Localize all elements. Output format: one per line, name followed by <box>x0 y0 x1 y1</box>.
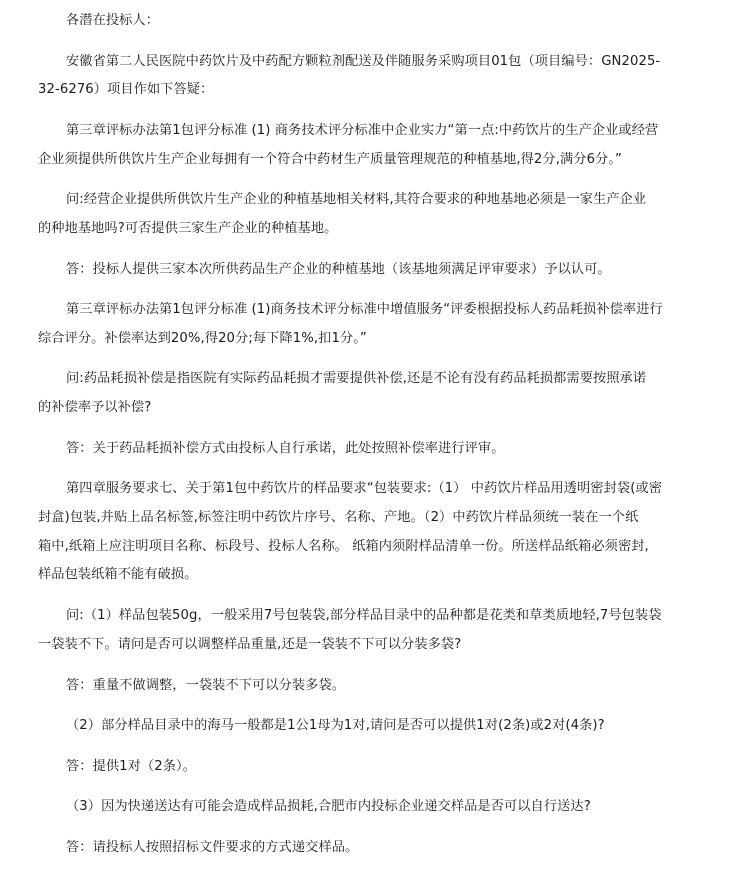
question-1-line-2: 的种地基地吗?可否提供三家生产企业的种植基地。 <box>38 221 338 236</box>
clause-3-line-1: 第四章服务要求七、关于第1包中药饮片的样品要求“包装要求:（1） 中药饮片样品用透明密封袋(或密 <box>66 481 663 496</box>
question-2-line-2: 的补偿率予以补偿? <box>38 400 152 415</box>
question-2-line-1: 问:药品耗损补偿是指医院有实际药品耗损才需要提供补偿,还是不论有没有药品耗损都需要按照承诺 <box>66 371 647 386</box>
clause-2-line-2: 综合评分。补偿率达到20%,得20分;每下降1%,扣1分。” <box>38 331 367 346</box>
clause-3-line-3: 箱中,纸箱上应注明项目名称、标段号、投标人名称。 纸箱内须附样品清单一份。所送样品纸箱必须密封, <box>38 539 649 554</box>
salutation: 各潜在投标人： <box>66 13 160 28</box>
answer-2: 答：关于药品耗损补偿方式由投标人自行承诺，此处按照补偿率进行评审。 <box>66 441 505 456</box>
clause-1-line-2: 企业须提供所供饮片生产企业每拥有一个符合中药材生产质量管理规范的种植基地,得2分,满分6分。” <box>38 152 622 167</box>
question-4: （2）部分样品目录中的海马一般都是1公1母为1对,请问是否可以提供1对(2条)或2对(4条)? <box>66 718 605 733</box>
question-3-line-2: 一袋装不下。请问是否可以调整样品重量,还是一袋装不下可以分装多袋? <box>38 637 462 652</box>
intro-line-1: 安徽省第二人民医院中药饮片及中药配方颗粒剂配送及伴随服务采购项目01包（项目编号：GN2025- <box>66 54 661 69</box>
clause-3-line-2: 封盒)包装,并贴上品名标签,标签注明中药饮片序号、名称、产地。（2）中药饮片样品须统一装在一个纸 <box>38 510 639 525</box>
intro-line-2: 32-6276）项目作如下答疑： <box>38 82 214 97</box>
answer-1: 答：投标人提供三家本次所供药品生产企业的种植基地（该基地须满足评审要求）予以认可。 <box>66 262 611 277</box>
question-1-line-1: 问:经营企业提供所供饮片生产企业的种植基地相关材料,其符合要求的种地基地必须是一家生产企业 <box>66 192 647 207</box>
clause-2-line-1: 第三章评标办法第1包评分标准 (1)商务技术评分标准中增值服务“评委根据投标人药品耗损补偿率进行 <box>66 302 663 317</box>
answer-3: 答：重量不做调整，一袋装不下可以分装多袋。 <box>66 678 346 693</box>
clause-3-line-4: 样品包装纸箱不能有破损。 <box>38 567 198 582</box>
answer-5: 答：请投标人按照招标文件要求的方式递交样品。 <box>66 840 359 855</box>
answer-4: 答：提供1对（2条）。 <box>66 759 196 774</box>
clause-1-line-1: 第三章评标办法第1包评分标准 (1) 商务技术评分标准中企业实力“第一点:中药饮片的生产企业或经营 <box>66 123 659 138</box>
question-5: （3）因为快递送达有可能会造成样品损耗,合肥市内投标企业递交样品是否可以自行送达? <box>66 799 591 814</box>
question-3-line-1: 问:（1）样品包装50g，一般采用7号包装袋,部分样品目录中的品种都是花类和草类质地轻,7号包装袋 <box>66 608 662 623</box>
